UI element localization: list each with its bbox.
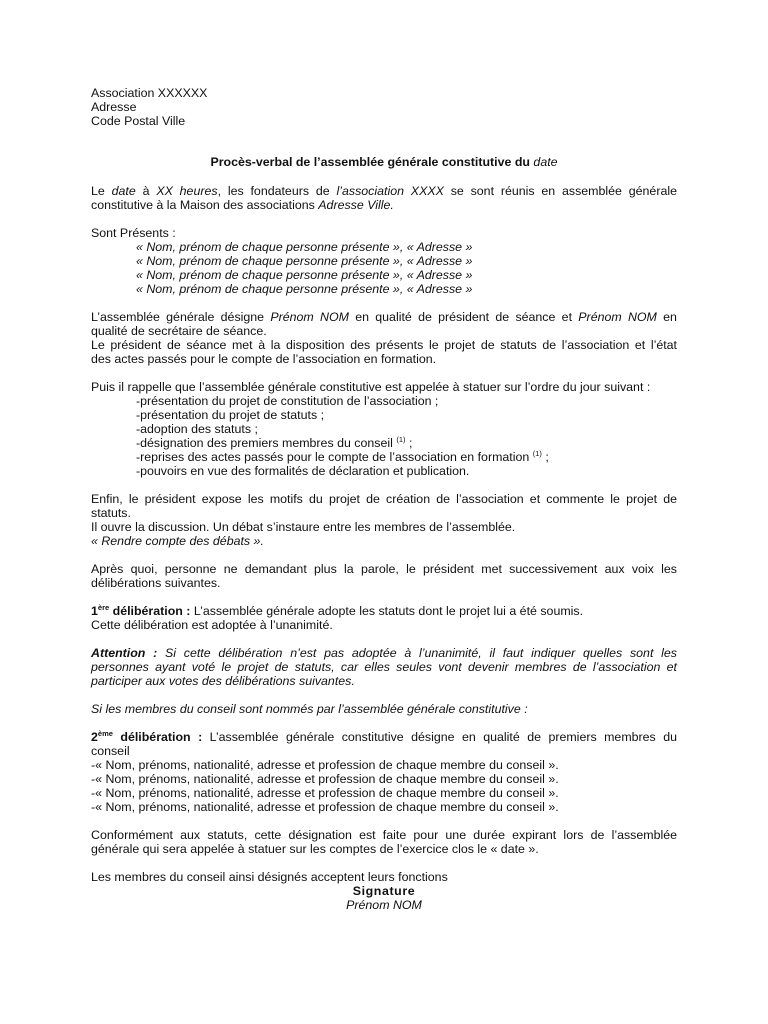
council-member-item: -« Nom, prénoms, nationalité, adresse et profession de chaque membre du conseil ». [91, 800, 559, 814]
council-member-item: -« Nom, prénoms, nationalité, adresse et profession de chaque membre du conseil ». [91, 772, 559, 786]
agenda-item: -présentation du projet de statuts ; [136, 408, 325, 422]
presents-label: Sont Présents : [91, 226, 176, 240]
association-name: Association XXXXXX [91, 86, 208, 100]
duration-paragraph: Conformément aux statuts, cette désignation est faite pour une durée expirant lors de l’assemblée générale qui sera appelée à statuer sur les comptes de l’exercice clos le « date ». [91, 828, 677, 856]
signature-label: Signature [352, 884, 416, 898]
present-item: « Nom, prénom de chaque personne présente », « Adresse » [136, 254, 473, 268]
association-address: Adresse [91, 100, 137, 114]
acceptance-text: Les membres du conseil ainsi désignés acceptent leurs fonctions [91, 870, 448, 884]
present-item: « Nom, prénom de chaque personne présente », « Adresse » [136, 282, 473, 296]
title-text: Procès-verbal de l’assemblée générale constitutive du [210, 155, 530, 169]
document-title [0, 155, 768, 169]
agenda-item: -pouvoirs en vue des formalités de déclaration et publication. [136, 464, 470, 478]
signature-name: Prénom NOM [346, 898, 422, 912]
deliberation-1: 1ère délibération : L’assemblée générale adopte les statuts dont le projet lui a été soumis. [91, 603, 584, 618]
agenda-item: -adoption des statuts ; [136, 422, 258, 436]
intro-paragraph: Le date à XX heures, les fondateurs de l’association XXXX se sont réunis en assemblée générale constitutive à la Maison des associations Adresse Ville. [91, 184, 677, 212]
council-member-item: -« Nom, prénoms, nationalité, adresse et profession de chaque membre du conseil ». [91, 758, 559, 772]
attention-paragraph: Attention : Si cette délibération n’est pas adoptée à l’unanimité, il faut indiquer quelles sont les personnes ayant voté le projet de statuts, car elles seules vont devenir membres de l’association et participer aux votes des délibérations suivantes. [91, 646, 677, 688]
present-item: « Nom, prénom de chaque personne présente », « Adresse » [136, 240, 473, 254]
council-member-item: -« Nom, prénoms, nationalité, adresse et profession de chaque membre du conseil ». [91, 786, 559, 800]
conditional-note: Si les membres du conseil sont nommés par l’assemblée générale constitutive : [91, 702, 528, 716]
agenda-item: -désignation des premiers membres du conseil $^{(1)}$ ; [136, 435, 413, 450]
association-city: Code Postal Ville [91, 114, 186, 128]
agenda-intro: Puis il rappelle que l’assemblée générale constitutive est appelée à statuer sur l’ordre du jour suivant : [91, 380, 651, 394]
present-item: « Nom, prénom de chaque personne présente », « Adresse » [136, 268, 473, 282]
debate-paragraph: Enfin, le président expose les motifs du projet de création de l’association et commente le projet de statuts. Il ouvre la discussion. Un débat s’instaure entre les membres de l’assemblée. « Rendre compte des débats ». [91, 492, 677, 548]
agenda-item: -présentation du projet de constitution de l’association ; [136, 394, 439, 408]
title-date: date [533, 155, 558, 169]
agenda-item: -reprises des actes passés pour le compte de l’association en formation $^{(1)}$ ; [136, 449, 549, 464]
deliberation-2: 2ème délibération : L’assemblée générale constitutive désigne en qualité de premiers membres du conseil [91, 729, 677, 758]
deliberation-1-result: Cette délibération est adoptée à l’unanimité. [91, 618, 333, 632]
designation-paragraph: L’assemblée générale désigne Prénom NOM en qualité de président de séance et Prénom NOM en qualité de secrétaire de séance. Le président de séance met à la disposition des présents le projet de statuts de l’association et l’état des actes passés pour le compte de l’association en formation. [91, 310, 677, 366]
vote-paragraph: Après quoi, personne ne demandant plus la parole, le président met successivement aux voix les délibérations suivantes. [91, 562, 677, 590]
